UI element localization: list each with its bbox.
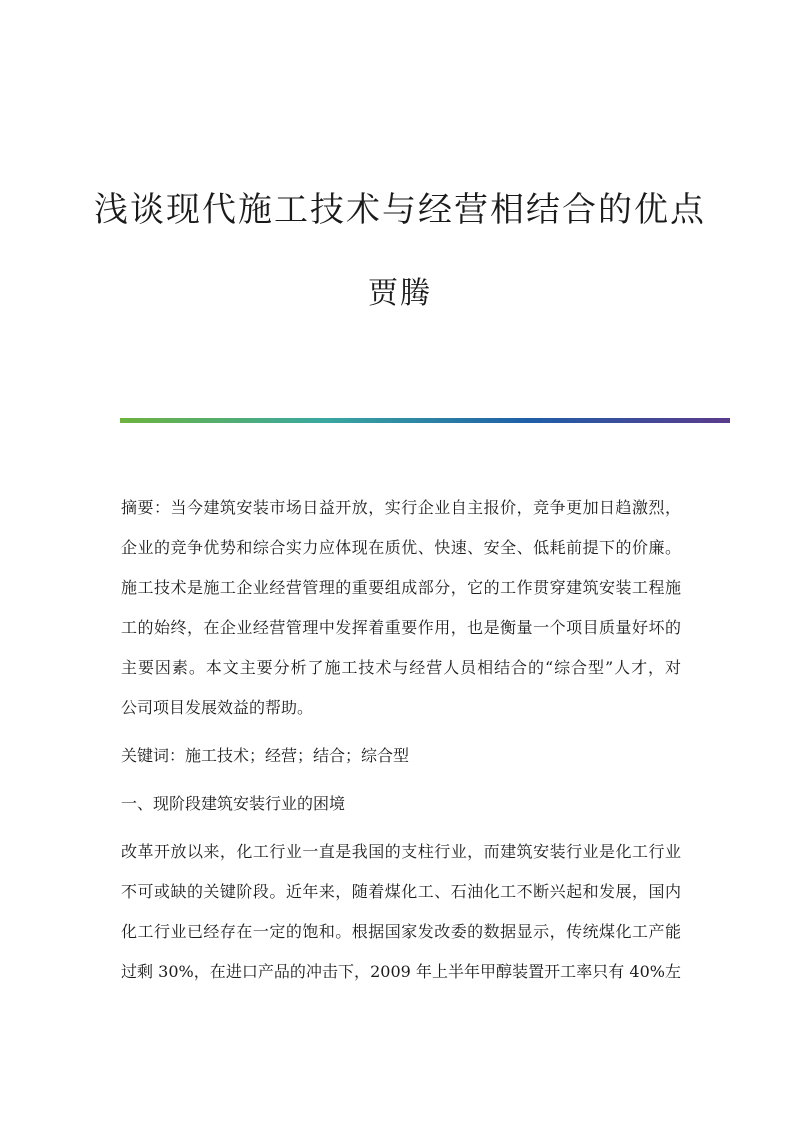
document-author: 贾腾 [368, 276, 432, 311]
abstract-line: 工的始终，在企业经营管理中发挥着重要作用，也是衡量一个项目质量好坏的 [121, 618, 681, 637]
paragraph-line: 改革开放以来，化工行业一直是我国的支柱行业，而建筑安装行业是化工行业 [121, 842, 681, 861]
paragraph-line: 过剩 30%，在进口产品的冲击下，2009 年上半年甲醇装置开工率只有 40%左 [121, 962, 681, 981]
abstract-line: 主要因素。本文主要分析了施工技术与经营人员相结合的“综合型”人才，对 [121, 658, 681, 677]
abstract-line: 企业的竞争优势和综合实力应体现在质优、快速、安全、低耗前提下的价廉。 [121, 538, 681, 557]
abstract-line: 公司项目发展效益的帮助。 [121, 698, 314, 717]
abstract-line: 摘要：当今建筑安装市场日益开放，实行企业自主报价，竞争更加日趋激烈， [121, 498, 681, 517]
paragraph-line: 化工行业已经存在一定的饱和。根据国家发改委的数据显示，传统煤化工产能 [121, 922, 681, 941]
section-paragraph [121, 832, 681, 992]
document-body [121, 488, 681, 1000]
paragraph-line: 不可或缺的关键阶段。近年来，随着煤化工、石油化工不断兴起和发展，国内 [121, 882, 681, 901]
document-title: 浅谈现代施工技术与经营相结合的优点 [94, 190, 706, 230]
abstract-paragraph [121, 488, 681, 728]
keywords-line: 关键词：施工技术；经营；结合；综合型 [121, 746, 410, 765]
title-divider [120, 418, 730, 423]
section-heading: 一、现阶段建筑安装行业的困境 [121, 794, 346, 813]
abstract-line: 施工技术是施工企业经营管理的重要组成部分，它的工作贯穿建筑安装工程施 [121, 578, 681, 597]
